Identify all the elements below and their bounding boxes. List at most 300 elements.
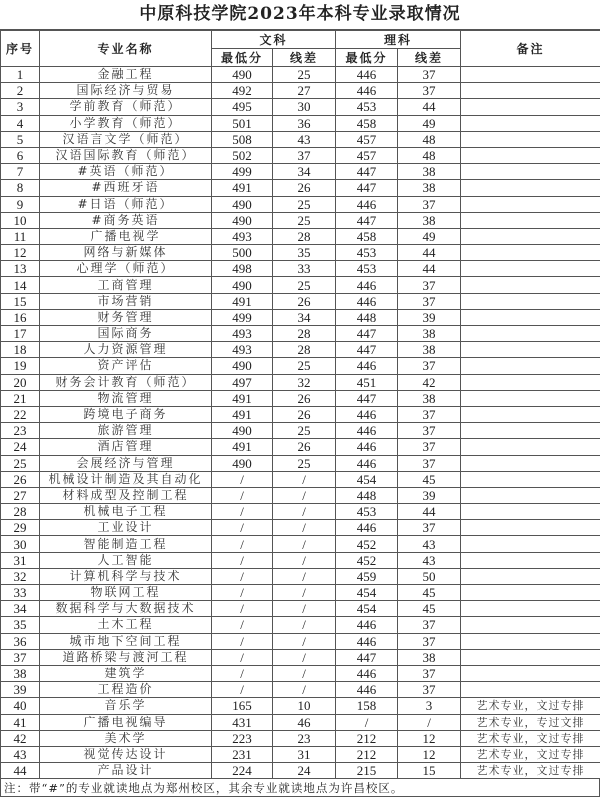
row-index: 36 bbox=[1, 633, 40, 649]
arts-min-score: 493 bbox=[212, 326, 273, 342]
science-min-score: 453 bbox=[336, 245, 398, 261]
arts-min-score: 499 bbox=[212, 164, 273, 180]
header-arts: 文科 bbox=[212, 31, 336, 49]
major-name: 智能制造工程 bbox=[40, 536, 212, 552]
row-index: 1 bbox=[1, 67, 40, 83]
remark bbox=[461, 228, 600, 244]
row-index: 23 bbox=[1, 423, 40, 439]
table-row bbox=[1, 212, 600, 228]
science-min-score: 453 bbox=[336, 99, 398, 115]
arts-line-diff: / bbox=[273, 487, 336, 503]
major-name: 汉语言文学（师范） bbox=[40, 131, 212, 147]
major-name: 道路桥梁与渡河工程 bbox=[40, 649, 212, 665]
row-index: 44 bbox=[1, 763, 40, 779]
header-science-line-diff: 线差 bbox=[398, 49, 461, 67]
major-name: #西班牙语 bbox=[40, 180, 212, 196]
remark bbox=[461, 326, 600, 342]
arts-line-diff: 23 bbox=[273, 730, 336, 746]
science-line-diff: 3 bbox=[398, 698, 461, 714]
arts-min-score: 491 bbox=[212, 406, 273, 422]
major-name: 心理学（师范） bbox=[40, 261, 212, 277]
science-min-score: 446 bbox=[336, 665, 398, 681]
arts-line-diff: 32 bbox=[273, 374, 336, 390]
arts-line-diff: 26 bbox=[273, 180, 336, 196]
row-index: 33 bbox=[1, 585, 40, 601]
header-science: 理科 bbox=[336, 31, 461, 49]
major-name: 计算机科学与技术 bbox=[40, 568, 212, 584]
science-line-diff: 45 bbox=[398, 471, 461, 487]
remark bbox=[461, 649, 600, 665]
science-line-diff: 37 bbox=[398, 406, 461, 422]
remark bbox=[461, 115, 600, 131]
arts-line-diff: 26 bbox=[273, 293, 336, 309]
table-row bbox=[1, 423, 600, 439]
science-min-score: 452 bbox=[336, 536, 398, 552]
science-min-score: 447 bbox=[336, 212, 398, 228]
table-row bbox=[1, 147, 600, 163]
remark bbox=[461, 390, 600, 406]
arts-min-score: / bbox=[212, 487, 273, 503]
science-min-score: 446 bbox=[336, 67, 398, 83]
row-index: 2 bbox=[1, 83, 40, 99]
arts-line-diff: 28 bbox=[273, 342, 336, 358]
row-index: 26 bbox=[1, 471, 40, 487]
arts-line-diff: 24 bbox=[273, 763, 336, 779]
science-min-score: 447 bbox=[336, 180, 398, 196]
table-row bbox=[1, 698, 600, 714]
arts-line-diff: 43 bbox=[273, 131, 336, 147]
arts-min-score: 500 bbox=[212, 245, 273, 261]
science-min-score: 446 bbox=[336, 633, 398, 649]
arts-line-diff: 25 bbox=[273, 455, 336, 471]
table-row bbox=[1, 471, 600, 487]
major-name: 人工智能 bbox=[40, 552, 212, 568]
science-line-diff: 38 bbox=[398, 649, 461, 665]
science-min-score: 158 bbox=[336, 698, 398, 714]
arts-line-diff: / bbox=[273, 552, 336, 568]
major-name: 产品设计 bbox=[40, 763, 212, 779]
table-row bbox=[1, 665, 600, 681]
major-name: 材料成型及控制工程 bbox=[40, 487, 212, 503]
science-line-diff: 12 bbox=[398, 746, 461, 762]
arts-line-diff: / bbox=[273, 665, 336, 681]
arts-min-score: 491 bbox=[212, 180, 273, 196]
science-min-score: 446 bbox=[336, 682, 398, 698]
science-line-diff: 38 bbox=[398, 326, 461, 342]
arts-line-diff: 27 bbox=[273, 83, 336, 99]
remark: 艺术专业，文过专排 bbox=[461, 730, 600, 746]
table-row bbox=[1, 326, 600, 342]
arts-min-score: 491 bbox=[212, 439, 273, 455]
arts-line-diff: 26 bbox=[273, 439, 336, 455]
science-line-diff: 38 bbox=[398, 180, 461, 196]
science-min-score: 446 bbox=[336, 617, 398, 633]
table-body bbox=[1, 67, 600, 779]
arts-min-score: 491 bbox=[212, 390, 273, 406]
major-name: 机械电子工程 bbox=[40, 504, 212, 520]
arts-line-diff: 31 bbox=[273, 746, 336, 762]
table-row bbox=[1, 261, 600, 277]
science-min-score: 457 bbox=[336, 147, 398, 163]
science-min-score: 446 bbox=[336, 406, 398, 422]
header-index: 序号 bbox=[1, 31, 40, 67]
table-row bbox=[1, 164, 600, 180]
remark bbox=[461, 245, 600, 261]
arts-line-diff: 25 bbox=[273, 423, 336, 439]
row-index: 30 bbox=[1, 536, 40, 552]
science-min-score: 451 bbox=[336, 374, 398, 390]
table-row bbox=[1, 390, 600, 406]
table-row bbox=[1, 585, 600, 601]
header-major: 专业名称 bbox=[40, 31, 212, 67]
arts-line-diff: / bbox=[273, 520, 336, 536]
row-index: 43 bbox=[1, 746, 40, 762]
table-row bbox=[1, 342, 600, 358]
science-line-diff: 37 bbox=[398, 277, 461, 293]
row-index: 29 bbox=[1, 520, 40, 536]
science-line-diff: 44 bbox=[398, 504, 461, 520]
science-min-score: 454 bbox=[336, 601, 398, 617]
science-min-score: 458 bbox=[336, 115, 398, 131]
major-name: 视觉传达设计 bbox=[40, 746, 212, 762]
header-science-min-score: 最低分 bbox=[336, 49, 398, 67]
arts-line-diff: 33 bbox=[273, 261, 336, 277]
science-min-score: 446 bbox=[336, 358, 398, 374]
arts-min-score: / bbox=[212, 649, 273, 665]
arts-line-diff: 25 bbox=[273, 212, 336, 228]
remark bbox=[461, 309, 600, 325]
science-line-diff: 48 bbox=[398, 131, 461, 147]
arts-min-score: 165 bbox=[212, 698, 273, 714]
row-index: 13 bbox=[1, 261, 40, 277]
major-name: 人力资源管理 bbox=[40, 342, 212, 358]
science-min-score: 446 bbox=[336, 439, 398, 455]
arts-min-score: 502 bbox=[212, 147, 273, 163]
major-name: 美术学 bbox=[40, 730, 212, 746]
row-index: 6 bbox=[1, 147, 40, 163]
remark bbox=[461, 67, 600, 83]
arts-line-diff: / bbox=[273, 568, 336, 584]
table-row bbox=[1, 730, 600, 746]
remark bbox=[461, 536, 600, 552]
science-line-diff: 44 bbox=[398, 245, 461, 261]
table-row bbox=[1, 131, 600, 147]
arts-min-score: 493 bbox=[212, 228, 273, 244]
table-row bbox=[1, 552, 600, 568]
science-min-score: 454 bbox=[336, 471, 398, 487]
table-row bbox=[1, 180, 600, 196]
science-line-diff: 37 bbox=[398, 665, 461, 681]
arts-min-score: / bbox=[212, 665, 273, 681]
row-index: 24 bbox=[1, 439, 40, 455]
science-min-score: 447 bbox=[336, 390, 398, 406]
remark bbox=[461, 147, 600, 163]
science-min-score: 446 bbox=[336, 423, 398, 439]
major-name: 财务管理 bbox=[40, 309, 212, 325]
arts-min-score: / bbox=[212, 552, 273, 568]
science-min-score: 446 bbox=[336, 455, 398, 471]
row-index: 28 bbox=[1, 504, 40, 520]
remark bbox=[461, 665, 600, 681]
science-line-diff: 37 bbox=[398, 682, 461, 698]
major-name: 会展经济与管理 bbox=[40, 455, 212, 471]
remark bbox=[461, 293, 600, 309]
arts-line-diff: 37 bbox=[273, 147, 336, 163]
arts-line-diff: 46 bbox=[273, 714, 336, 730]
arts-min-score: 498 bbox=[212, 261, 273, 277]
science-line-diff: 15 bbox=[398, 763, 461, 779]
arts-min-score: / bbox=[212, 585, 273, 601]
major-name: 小学教育（师范） bbox=[40, 115, 212, 131]
science-line-diff: 38 bbox=[398, 342, 461, 358]
remark bbox=[461, 261, 600, 277]
arts-line-diff: 26 bbox=[273, 406, 336, 422]
row-index: 21 bbox=[1, 390, 40, 406]
major-name: 财务会计教育（师范） bbox=[40, 374, 212, 390]
row-index: 41 bbox=[1, 714, 40, 730]
arts-min-score: 497 bbox=[212, 374, 273, 390]
major-name: 建筑学 bbox=[40, 665, 212, 681]
science-min-score: 453 bbox=[336, 261, 398, 277]
footnote: 注：带“#”的专业就读地点为郑州校区，其余专业就读地点为许昌校区。 bbox=[0, 779, 600, 797]
remark bbox=[461, 633, 600, 649]
arts-min-score: / bbox=[212, 520, 273, 536]
table-row bbox=[1, 228, 600, 244]
science-line-diff: 39 bbox=[398, 309, 461, 325]
science-min-score: 446 bbox=[336, 83, 398, 99]
science-line-diff: 37 bbox=[398, 617, 461, 633]
table-row bbox=[1, 617, 600, 633]
science-line-diff: 50 bbox=[398, 568, 461, 584]
table-row bbox=[1, 714, 600, 730]
remark bbox=[461, 520, 600, 536]
table-row bbox=[1, 746, 600, 762]
arts-line-diff: 25 bbox=[273, 67, 336, 83]
major-name: 数据科学与大数据技术 bbox=[40, 601, 212, 617]
table-row bbox=[1, 568, 600, 584]
science-min-score: 212 bbox=[336, 746, 398, 762]
table-row bbox=[1, 536, 600, 552]
science-min-score: 446 bbox=[336, 520, 398, 536]
science-min-score: 459 bbox=[336, 568, 398, 584]
row-index: 19 bbox=[1, 358, 40, 374]
table-row bbox=[1, 67, 600, 83]
arts-min-score: 490 bbox=[212, 358, 273, 374]
science-min-score: 452 bbox=[336, 552, 398, 568]
row-index: 20 bbox=[1, 374, 40, 390]
row-index: 10 bbox=[1, 212, 40, 228]
science-min-score: 457 bbox=[336, 131, 398, 147]
row-index: 27 bbox=[1, 487, 40, 503]
arts-line-diff: / bbox=[273, 682, 336, 698]
remark bbox=[461, 601, 600, 617]
table-row bbox=[1, 309, 600, 325]
header-arts-min-score: 最低分 bbox=[212, 49, 273, 67]
science-line-diff: 12 bbox=[398, 730, 461, 746]
row-index: 9 bbox=[1, 196, 40, 212]
remark bbox=[461, 568, 600, 584]
row-index: 15 bbox=[1, 293, 40, 309]
major-name: 市场营销 bbox=[40, 293, 212, 309]
table-row bbox=[1, 293, 600, 309]
remark bbox=[461, 212, 600, 228]
science-min-score: 454 bbox=[336, 585, 398, 601]
science-min-score: 446 bbox=[336, 293, 398, 309]
remark bbox=[461, 455, 600, 471]
remark bbox=[461, 277, 600, 293]
table-row bbox=[1, 601, 600, 617]
remark bbox=[461, 617, 600, 633]
row-index: 8 bbox=[1, 180, 40, 196]
science-min-score: 447 bbox=[336, 326, 398, 342]
science-line-diff: 48 bbox=[398, 147, 461, 163]
science-min-score: 447 bbox=[336, 164, 398, 180]
page-title: 中原科技学院2023年本科专业录取情况 bbox=[0, 0, 600, 30]
remark bbox=[461, 552, 600, 568]
row-index: 17 bbox=[1, 326, 40, 342]
arts-min-score: 501 bbox=[212, 115, 273, 131]
major-name: 广播电视学 bbox=[40, 228, 212, 244]
major-name: #商务英语 bbox=[40, 212, 212, 228]
science-min-score: 212 bbox=[336, 730, 398, 746]
science-line-diff: / bbox=[398, 714, 461, 730]
row-index: 16 bbox=[1, 309, 40, 325]
major-name: 工程造价 bbox=[40, 682, 212, 698]
remark bbox=[461, 439, 600, 455]
row-index: 12 bbox=[1, 245, 40, 261]
table-row bbox=[1, 406, 600, 422]
arts-min-score: / bbox=[212, 536, 273, 552]
major-name: 城市地下空间工程 bbox=[40, 633, 212, 649]
science-min-score: 448 bbox=[336, 487, 398, 503]
science-line-diff: 39 bbox=[398, 487, 461, 503]
arts-line-diff: 25 bbox=[273, 358, 336, 374]
science-line-diff: 37 bbox=[398, 423, 461, 439]
arts-min-score: 495 bbox=[212, 99, 273, 115]
remark: 艺术专业，文过专排 bbox=[461, 698, 600, 714]
arts-line-diff: / bbox=[273, 536, 336, 552]
row-index: 3 bbox=[1, 99, 40, 115]
admission-table bbox=[0, 30, 600, 779]
remark bbox=[461, 504, 600, 520]
row-index: 18 bbox=[1, 342, 40, 358]
science-min-score: 215 bbox=[336, 763, 398, 779]
arts-line-diff: / bbox=[273, 633, 336, 649]
remark bbox=[461, 423, 600, 439]
science-line-diff: 37 bbox=[398, 196, 461, 212]
table-row bbox=[1, 277, 600, 293]
arts-line-diff: / bbox=[273, 601, 336, 617]
arts-line-diff: 25 bbox=[273, 277, 336, 293]
arts-min-score: / bbox=[212, 682, 273, 698]
arts-min-score: 490 bbox=[212, 67, 273, 83]
arts-line-diff: 34 bbox=[273, 309, 336, 325]
remark bbox=[461, 358, 600, 374]
major-name: 广播电视编导 bbox=[40, 714, 212, 730]
science-min-score: 458 bbox=[336, 228, 398, 244]
remark bbox=[461, 471, 600, 487]
arts-min-score: 492 bbox=[212, 83, 273, 99]
table-row bbox=[1, 99, 600, 115]
row-index: 32 bbox=[1, 568, 40, 584]
science-line-diff: 37 bbox=[398, 358, 461, 374]
science-line-diff: 38 bbox=[398, 164, 461, 180]
arts-line-diff: 35 bbox=[273, 245, 336, 261]
major-name: 资产评估 bbox=[40, 358, 212, 374]
arts-line-diff: 28 bbox=[273, 326, 336, 342]
major-name: 国际经济与贸易 bbox=[40, 83, 212, 99]
arts-line-diff: / bbox=[273, 585, 336, 601]
header-remark: 备注 bbox=[461, 31, 600, 67]
science-line-diff: 45 bbox=[398, 601, 461, 617]
remark bbox=[461, 99, 600, 115]
arts-line-diff: / bbox=[273, 649, 336, 665]
row-index: 38 bbox=[1, 665, 40, 681]
arts-line-diff: 10 bbox=[273, 698, 336, 714]
table-row bbox=[1, 83, 600, 99]
row-index: 25 bbox=[1, 455, 40, 471]
science-line-diff: 44 bbox=[398, 261, 461, 277]
major-name: 汉语国际教育（师范） bbox=[40, 147, 212, 163]
science-line-diff: 45 bbox=[398, 585, 461, 601]
major-name: 酒店管理 bbox=[40, 439, 212, 455]
table-row bbox=[1, 196, 600, 212]
arts-line-diff: 30 bbox=[273, 99, 336, 115]
science-line-diff: 37 bbox=[398, 633, 461, 649]
arts-min-score: 231 bbox=[212, 746, 273, 762]
arts-line-diff: / bbox=[273, 471, 336, 487]
remark: 艺术专业，专过文排 bbox=[461, 714, 600, 730]
major-name: 土木工程 bbox=[40, 617, 212, 633]
row-index: 7 bbox=[1, 164, 40, 180]
table-row bbox=[1, 504, 600, 520]
remark bbox=[461, 83, 600, 99]
major-name: 物流管理 bbox=[40, 390, 212, 406]
science-min-score: 448 bbox=[336, 309, 398, 325]
arts-line-diff: 26 bbox=[273, 390, 336, 406]
science-min-score: 446 bbox=[336, 277, 398, 293]
row-index: 11 bbox=[1, 228, 40, 244]
major-name: 音乐学 bbox=[40, 698, 212, 714]
science-line-diff: 37 bbox=[398, 439, 461, 455]
row-index: 4 bbox=[1, 115, 40, 131]
row-index: 39 bbox=[1, 682, 40, 698]
major-name: 跨境电子商务 bbox=[40, 406, 212, 422]
arts-min-score: / bbox=[212, 471, 273, 487]
row-index: 31 bbox=[1, 552, 40, 568]
arts-min-score: 490 bbox=[212, 423, 273, 439]
row-index: 5 bbox=[1, 131, 40, 147]
remark bbox=[461, 196, 600, 212]
science-line-diff: 43 bbox=[398, 536, 461, 552]
major-name: 金融工程 bbox=[40, 67, 212, 83]
remark: 艺术专业，文过专排 bbox=[461, 746, 600, 762]
science-min-score: 447 bbox=[336, 649, 398, 665]
table-row bbox=[1, 682, 600, 698]
table-row bbox=[1, 487, 600, 503]
arts-min-score: / bbox=[212, 568, 273, 584]
major-name: 网络与新媒体 bbox=[40, 245, 212, 261]
major-name: #日语（师范） bbox=[40, 196, 212, 212]
remark bbox=[461, 585, 600, 601]
remark bbox=[461, 164, 600, 180]
science-line-diff: 44 bbox=[398, 99, 461, 115]
science-line-diff: 37 bbox=[398, 67, 461, 83]
row-index: 34 bbox=[1, 601, 40, 617]
table-row bbox=[1, 245, 600, 261]
arts-min-score: 223 bbox=[212, 730, 273, 746]
row-index: 22 bbox=[1, 406, 40, 422]
